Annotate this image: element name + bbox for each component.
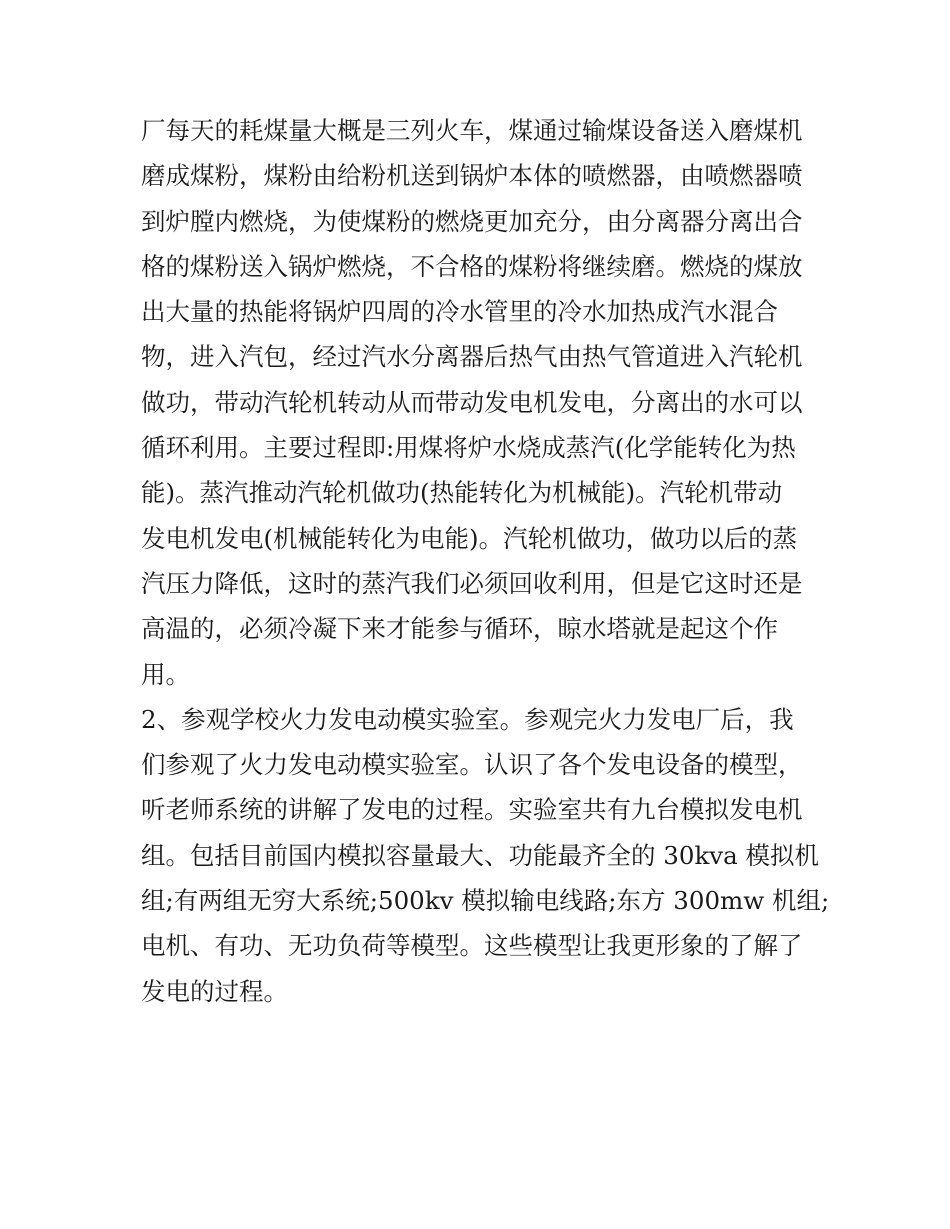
text-line: 发电机发电(机械能转化为电能)。汽轮机做功，做功以后的蒸 xyxy=(141,523,798,553)
text-line: 物，进入汽包，经过汽水分离器后热气由热气管道进入汽轮机 xyxy=(141,342,803,372)
paragraph-power-plant-process xyxy=(141,108,821,697)
text-line: 做功，带动汽轮机转动从而带动发电机发电，分离出的水可以 xyxy=(141,387,803,417)
text-line: 发电的过程。 xyxy=(141,976,288,1006)
text-line: 组。包括目前国内模拟容量最大、功能最齐全的 30kva 模拟机 xyxy=(141,840,820,870)
text-line: 听老师系统的讲解了发电的过程。实验室共有九台模拟发电机 xyxy=(141,795,803,825)
text-line: 到炉膛内燃烧，为使煤粉的燃烧更加充分，由分离器分离出合 xyxy=(141,206,803,236)
paragraph-lab-visit xyxy=(141,697,830,1014)
text-line: 能)。蒸汽推动汽轮机做功(热能转化为机械能)。汽轮机带动 xyxy=(141,478,783,508)
text-line: 用。 xyxy=(141,659,190,689)
document-body xyxy=(141,108,830,1014)
text-line: 高温的，必须冷凝下来才能参与循环，晾水塔就是起这个作 xyxy=(141,614,778,644)
text-line: 电机、有功、无功负荷等模型。这些模型让我更形象的了解了 xyxy=(141,931,803,961)
text-line: 格的煤粉送入锅炉燃烧，不合格的煤粉将继续磨。燃烧的煤放 xyxy=(141,251,803,281)
text-line: 组;有两组无穷大系统;500kv 模拟输电线路;东方 300mw 机组; xyxy=(141,886,830,916)
text-line: 厂每天的耗煤量大概是三列火车，煤通过输煤设备送入磨煤机 xyxy=(141,116,803,145)
text-line: 2、参观学校火力发电动模实验室。参观完火力发电厂后，我 xyxy=(141,704,794,734)
text-line: 磨成煤粉，煤粉由给粉机送到锅炉本体的喷燃器，由喷燃器喷 xyxy=(141,161,803,191)
text-line: 汽压力降低，这时的蒸汽我们必须回收利用，但是它这时还是 xyxy=(141,568,803,598)
text-line: 们参观了火力发电动模实验室。认识了各个发电设备的模型， xyxy=(141,750,803,780)
text-line: 循环利用。主要过程即:用煤将炉水烧成蒸汽(化学能转化为热 xyxy=(141,433,796,463)
text-line: 出大量的热能将锅炉四周的冷水管里的冷水加热成汽水混合 xyxy=(141,297,778,327)
